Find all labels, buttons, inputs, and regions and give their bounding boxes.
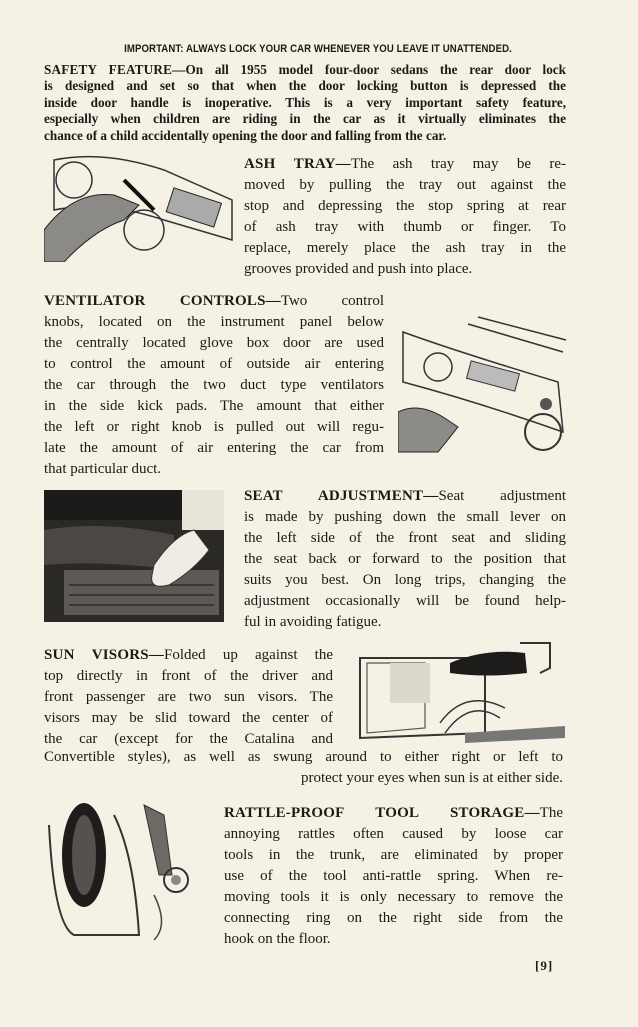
line-text: is designed and set so that when the door locking button is depressed the — [44, 78, 566, 94]
ash-tray-paragraph — [244, 154, 566, 280]
line-text: annoying rattles often caused by loose car — [224, 826, 563, 842]
text-line — [44, 645, 333, 666]
text-line — [44, 333, 384, 354]
ventilator-controls-paragraph — [44, 291, 384, 480]
line-text: replace, merely place the ash tray in the — [244, 240, 566, 256]
line-text: hook on the floor. — [224, 931, 331, 947]
line-text: of ash tray with thumb or finger. To — [244, 219, 566, 235]
line-text: the centrally located glove box door are used — [44, 335, 384, 351]
text-line — [44, 78, 566, 94]
line-text: inside door handle is inoperative. This is a very important safety feature, — [44, 94, 566, 110]
line-text: the left side of the front seat and sliding — [244, 530, 566, 546]
text-line — [244, 549, 566, 570]
text-line — [44, 354, 384, 375]
page-number: [9] — [535, 958, 554, 973]
text-line — [224, 887, 563, 908]
line-text: protect your eyes when sun is at either side. — [300, 770, 563, 786]
text-line — [224, 908, 563, 929]
line-text: late the amount of air entering the car from — [44, 440, 384, 456]
line-text: adjustment occasionally will be found help- — [244, 593, 566, 609]
sun-visor-illustration — [355, 638, 567, 748]
line-text: to control the amount of outside air entering — [44, 356, 384, 372]
tool-storage-illustration — [44, 795, 192, 943]
text-line — [224, 866, 563, 887]
line-text: tools in the trunk, are eliminated by proper — [224, 847, 563, 863]
line-text: the car (except for the Catalina and — [44, 731, 333, 747]
text-line — [44, 375, 384, 396]
line-text: top directly in front of the driver and — [44, 668, 333, 684]
text-line — [44, 417, 384, 438]
section-heading: SEAT ADJUSTMENT— — [244, 488, 439, 504]
text-line — [244, 175, 566, 196]
text-line — [44, 708, 333, 729]
ventilator-illustration — [398, 312, 568, 457]
line-text: Two control — [280, 293, 384, 309]
text-line — [224, 845, 563, 866]
text-line — [44, 768, 563, 789]
text-line — [44, 95, 566, 111]
text-line — [44, 62, 566, 78]
text-line — [244, 612, 566, 633]
text-line — [244, 591, 566, 612]
text-line — [244, 217, 566, 238]
line-text: the seat back or forward to the position that — [244, 551, 566, 567]
text-line — [44, 128, 566, 144]
safety-feature-paragraph — [44, 62, 566, 144]
tool-storage-paragraph — [224, 803, 563, 950]
line-text: especially when children are riding in the car as it virtually eliminates the — [44, 111, 566, 127]
line-text: front passenger are two sun visors. The — [44, 689, 333, 705]
line-text: The — [539, 805, 563, 821]
text-line — [44, 666, 333, 687]
line-text: the left or right knob is pulled out will regu- — [44, 419, 384, 435]
line-text: grooves provided and push into place. — [244, 261, 473, 277]
text-line — [44, 459, 384, 480]
text-line — [224, 824, 563, 845]
section-heading: SUN VISORS— — [44, 647, 164, 663]
line-text: The ash tray may be re- — [350, 156, 566, 172]
section-heading: VENTILATOR CONTROLS— — [44, 293, 281, 309]
text-line — [244, 507, 566, 528]
line-text: visors may be slid toward the center of — [44, 710, 333, 726]
text-line — [224, 803, 563, 824]
text-line — [44, 438, 384, 459]
line-text: Seat adjustment — [438, 488, 566, 504]
line-text: Convertible styles), as well as swung around to either right or left to — [44, 749, 563, 765]
seat-adjustment-paragraph — [244, 486, 566, 633]
seat-adjustment-illustration — [44, 490, 224, 622]
line-text: moving tools it is only necessary to remove the — [224, 889, 563, 905]
line-text: stop and depressing the stop spring at rear — [244, 198, 566, 214]
text-line — [44, 312, 384, 333]
text-line — [244, 259, 566, 280]
warning-banner: IMPORTANT: ALWAYS LOCK YOUR CAR WHENEVER YOU LEAVE IT UNATTENDED. — [124, 43, 512, 55]
text-line — [244, 570, 566, 591]
text-line — [244, 486, 566, 507]
text-line — [44, 291, 384, 312]
section-heading: RATTLE-PROOF TOOL STORAGE— — [224, 805, 540, 821]
line-text: is made by pushing down the small lever on — [244, 509, 566, 525]
line-text: chance of a child accidentally opening the door and falling from the car. — [44, 127, 447, 143]
line-text: use of the tool anti-rattle spring. When re- — [224, 868, 563, 884]
line-text: ful in avoiding fatigue. — [244, 614, 382, 630]
text-line — [44, 111, 566, 127]
line-text: moved by pulling the tray out against the — [244, 177, 566, 193]
sun-visors-paragraph-continued — [44, 747, 563, 789]
text-line — [44, 687, 333, 708]
line-text: Folded up against the — [163, 647, 334, 663]
text-line — [244, 528, 566, 549]
text-line — [244, 238, 566, 259]
section-heading: SAFETY FEATURE— — [44, 62, 186, 77]
ash-tray-illustration — [44, 150, 234, 262]
line-text: suits you best. On long trips, changing the — [244, 572, 566, 588]
line-text: that particular duct. — [44, 461, 162, 477]
text-line — [44, 747, 563, 768]
line-text: connecting ring on the right side from the — [224, 910, 563, 926]
sun-visors-paragraph — [44, 645, 333, 750]
text-line — [44, 396, 384, 417]
text-line — [244, 154, 566, 175]
text-line — [224, 929, 563, 950]
line-text: the car through the two duct type ventilators — [44, 377, 384, 393]
line-text: in the side kick pads. The amount that either — [44, 398, 384, 414]
line-text: On all 1955 model four-door sedans the rear door lock — [185, 62, 566, 77]
text-line — [244, 196, 566, 217]
line-text: knobs, located on the instrument panel below — [44, 314, 384, 330]
section-heading: ASH TRAY— — [244, 156, 351, 172]
